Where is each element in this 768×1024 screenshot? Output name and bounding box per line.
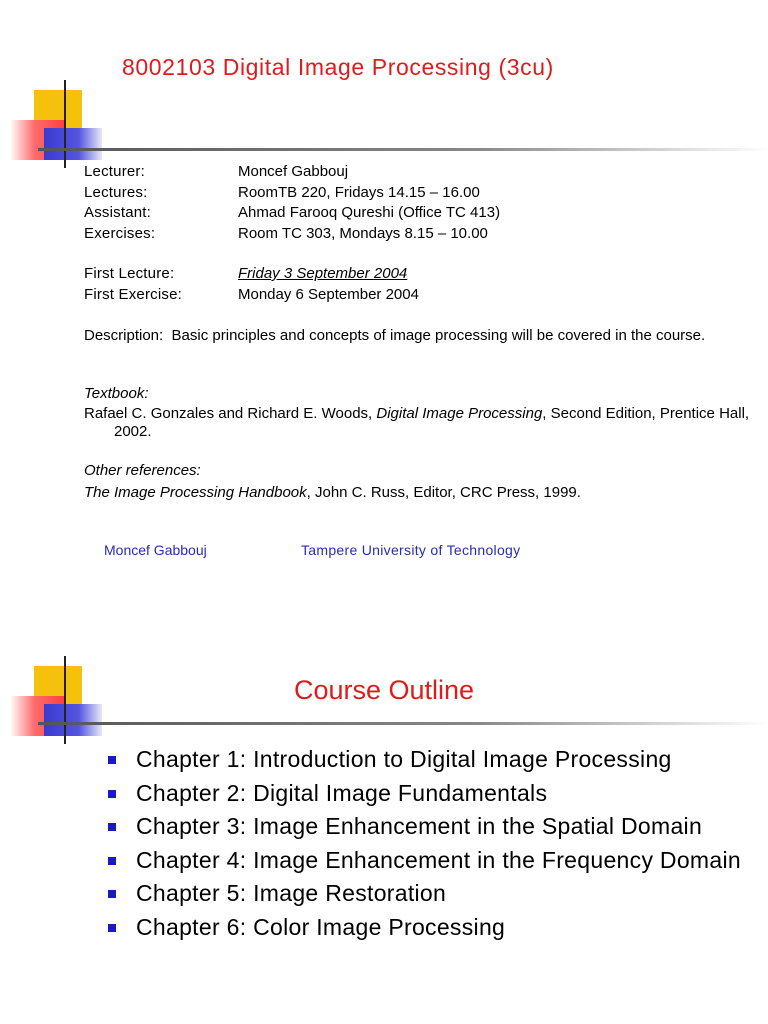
- list-item: [106, 879, 746, 907]
- textbook-authors: Rafael C. Gonzales and Richard E. Woods,: [84, 405, 377, 422]
- chapter-label: Chapter 5: Image Restoration: [136, 880, 447, 906]
- description-text: Basic principles and concepts of image processing will be covered in the course.: [171, 327, 706, 344]
- info-key: Lecturer:: [84, 163, 145, 180]
- outline-title: Course Outline: [293, 675, 475, 705]
- chapter-label: Chapter 6: Color Image Processing: [136, 913, 506, 940]
- info-key: Assistant:: [84, 204, 152, 221]
- textbook-label: Textbook:: [84, 385, 149, 402]
- square-bullet-icon: [108, 857, 116, 865]
- info-value: Ahmad Farooq Qureshi (Office TC 413): [238, 204, 501, 221]
- square-bullet-icon: [108, 924, 116, 932]
- other-references-label: Other references:: [84, 462, 201, 479]
- chapter-label: Chapter 2: Digital Image Fundamentals: [136, 779, 548, 806]
- slide-logo-icon: [0, 656, 120, 766]
- square-bullet-icon: [108, 890, 116, 898]
- chapter-label: Chapter 1: Introduction to Digital Image Processing: [136, 746, 672, 772]
- first-sessions: [84, 264, 419, 305]
- info-value: Monday 6 September 2004: [238, 285, 419, 303]
- square-bullet-icon: [108, 823, 116, 831]
- page-title: 8002103 Digital Image Processing (3cu): [122, 54, 554, 80]
- info-row-exercises: [84, 224, 500, 245]
- list-item: [106, 812, 746, 840]
- list-item: [106, 745, 746, 773]
- footer-author: Moncef Gabbouj: [104, 542, 207, 558]
- info-row-lecturer: [84, 162, 500, 183]
- square-bullet-icon: [108, 790, 116, 798]
- info-row-lectures: [84, 183, 500, 204]
- description: [84, 327, 768, 345]
- list-item: [106, 779, 746, 807]
- slide-course-outline: [0, 600, 768, 1024]
- other-references-citation: [84, 484, 754, 502]
- info-key: First Exercise:: [84, 285, 183, 303]
- list-item: [106, 913, 746, 941]
- chapter-label: Chapter 3: Image Enhancement in the Spatial Domain: [136, 813, 703, 839]
- textbook-title: Digital Image Processing: [376, 405, 543, 422]
- title-rule: [38, 148, 768, 151]
- info-value: Room TC 303, Mondays 8.15 – 10.00: [238, 224, 488, 242]
- chapter-list: [106, 745, 746, 946]
- first-lecture-date-link[interactable]: Friday 3 September 2004: [238, 265, 408, 282]
- textbook-citation: [84, 405, 768, 441]
- info-key: Exercises:: [84, 224, 156, 242]
- description-label: Description:: [84, 327, 164, 344]
- reference-title: The Image Processing Handbook: [84, 484, 307, 501]
- info-row-first-exercise: [84, 285, 419, 306]
- reference-rest: , John C. Russ, Editor, CRC Press, 1999.: [306, 484, 581, 501]
- square-bullet-icon: [108, 756, 116, 764]
- footer-institution: Tampere University of Technology: [301, 542, 521, 558]
- info-key: First Lecture:: [84, 265, 175, 282]
- title-rule: [38, 722, 768, 725]
- info-row-assistant: [84, 203, 500, 224]
- list-item: [106, 846, 746, 874]
- textbook-rest: , Second Edition, Prentice Hall, 2002.: [114, 405, 750, 440]
- info-value: RoomTB 220, Fridays 14.15 – 16.00: [238, 183, 480, 201]
- course-info-list: [84, 162, 500, 244]
- info-key: Lectures:: [84, 183, 148, 201]
- chapter-label: Chapter 4: Image Enhancement in the Frequency Domain: [136, 846, 741, 873]
- info-row-first-lecture: [84, 264, 419, 285]
- info-value: Moncef Gabbouj: [238, 163, 349, 180]
